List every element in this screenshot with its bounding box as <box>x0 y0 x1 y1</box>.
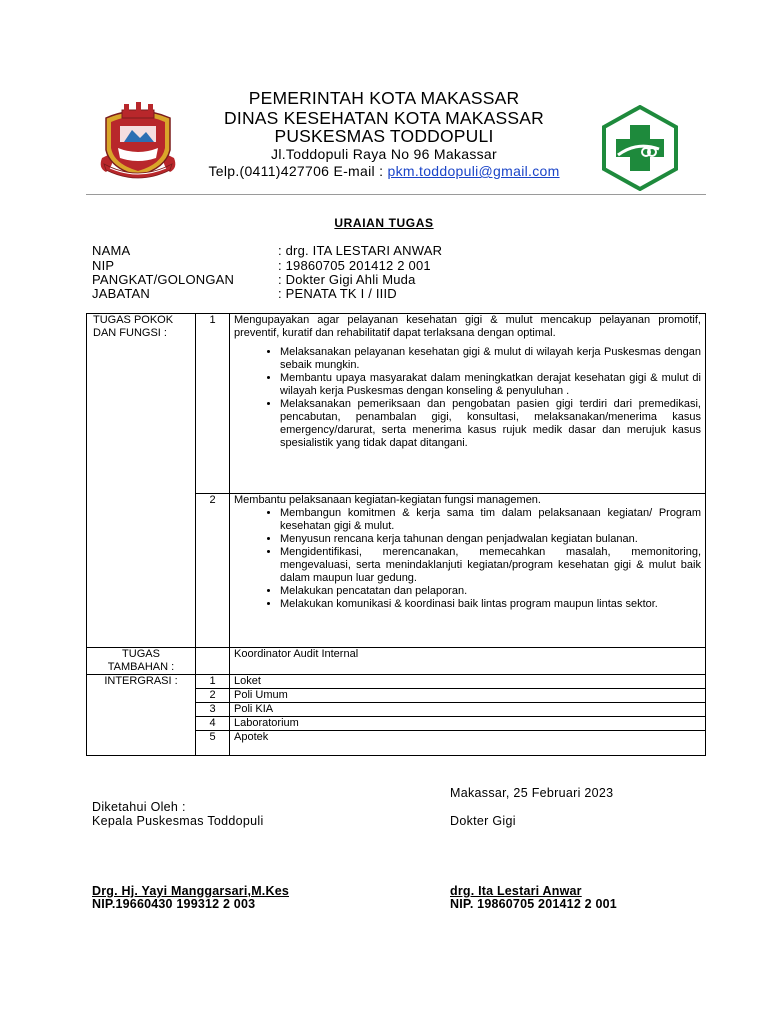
item-number: 5 <box>196 731 230 756</box>
item-number <box>196 648 230 675</box>
item-number: 1 <box>196 675 230 689</box>
duty-bullets <box>234 507 701 611</box>
header-government: PEMERINTAH KOTA MAKASSAR <box>248 88 520 108</box>
identity-label: PANGKAT/GOLONGAN <box>92 272 235 287</box>
table-row <box>87 314 706 494</box>
integrasi-item: Poli KIA <box>230 703 706 717</box>
header-address: Jl.Toddopuli Raya No 96 Makassar <box>271 146 497 162</box>
item-number: 2 <box>196 689 230 703</box>
list-item: • Mengidentifikasi, merencanakan, memecahkan masalah, memonitoring, mengevaluasi, serta menindaklanjuti kegiatan/program kesehatan gigi & mulut baik dalam maupun luar gedung. <box>280 546 701 585</box>
duty-cell <box>230 494 706 648</box>
signer-role: Dokter Gigi <box>450 814 516 828</box>
identity-value: : 19860705 201412 2 001 <box>278 258 431 273</box>
list-item: • Melaksanakan pemeriksaan dan pengobatan pasien gigi terdiri dari premedikasi, pencabutan, penambalan gigi, konsultasi, melaksanakan/menerima kasus emergency/darurat, serta menerima kasus rujuk medik dasar dan merujuk kasus spesialistik yang tidak dapat ditangani. <box>280 398 701 450</box>
head-nip: NIP.19660430 199312 2 003 <box>92 897 256 911</box>
signer-name: drg. Ita Lestari Anwar <box>450 884 582 898</box>
identity-label: NAMA <box>92 243 131 258</box>
table-row <box>87 648 706 675</box>
list-item: • Menyusun rencana kerja tahunan dengan penjadwalan kegiatan bulanan. <box>280 533 701 546</box>
integrasi-item: Laboratorium <box>230 717 706 731</box>
tugas-tambahan-label: TUGAS TAMBAHAN : <box>87 648 196 675</box>
duties-table <box>86 313 706 756</box>
header-divider <box>86 194 706 195</box>
item-number: 3 <box>196 703 230 717</box>
duty-cell <box>230 314 706 494</box>
header-department: DINAS KESEHATAN KOTA MAKASSAR <box>224 108 544 128</box>
identity-value: : drg. ITA LESTARI ANWAR <box>278 243 443 258</box>
tugas-pokok-label: TUGAS POKOK DAN FUNGSI : <box>87 314 196 648</box>
table-row <box>87 675 706 689</box>
signer-nip: NIP. 19860705 201412 2 001 <box>450 897 617 911</box>
identity-label: NIP <box>92 258 115 273</box>
head-name: Drg. Hj. Yayi Manggarsari,M.Kes <box>92 884 290 898</box>
item-number: 4 <box>196 717 230 731</box>
list-item: • Membangun komitmen & kerja sama tim dalam pelaksanaan kegiatan/ Program kesehatan gigi & mulut. <box>280 507 701 533</box>
duty-intro: Membantu pelaksanaan kegiatan-kegiatan fungsi managemen. <box>234 494 541 506</box>
tugas-tambahan-value: Koordinator Audit Internal <box>230 648 706 675</box>
list-item: • Membantu upaya masyarakat dalam meningkatkan derajat kesehatan gigi & mulut di wilayah kerja Puskesmas dengan konseling & penyuluhan . <box>280 372 701 398</box>
header-phone: Telp.(0411)427706 E-mail : <box>208 163 388 179</box>
document-title: URAIAN TUGAS <box>334 216 434 230</box>
identity-value: : PENATA TK I / IIID <box>278 286 397 301</box>
item-number: 1 <box>196 314 230 494</box>
integrasi-item: Poli Umum <box>230 689 706 703</box>
place-date: Makassar, 25 Februari 2023 <box>450 786 614 800</box>
header-puskesmas: PUSKESMAS TODDOPULI <box>274 126 494 146</box>
acknowledged-by: Diketahui Oleh : <box>92 800 186 814</box>
integrasi-item: Loket <box>230 675 706 689</box>
integrasi-label: INTERGRASI : <box>87 675 196 756</box>
identity-label: JABATAN <box>92 286 150 301</box>
list-item: • Melakukan komunikasi & koordinasi baik lintas program maupun lintas sektor. <box>280 598 701 611</box>
email-link[interactable]: pkm.toddopuli@gmail.com <box>387 163 560 179</box>
head-title: Kepala Puskesmas Toddopuli <box>92 814 264 828</box>
list-item: • Melakukan pencatatan dan pelaporan. <box>280 585 701 598</box>
list-item: • Melaksanakan pelayanan kesehatan gigi & mulut di wilayah kerja Puskesmas dengan sebaik mungkin. <box>280 346 701 372</box>
item-number: 2 <box>196 494 230 648</box>
duty-bullets <box>234 346 701 450</box>
identity-value: : Dokter Gigi Ahli Muda <box>278 272 416 287</box>
integrasi-item: Apotek <box>230 731 706 756</box>
header-contact <box>0 163 768 179</box>
duty-intro: Mengupayakan agar pelayanan kesehatan gigi & mulut mencakup pelayanan promotif, preventif, kuratif dan rehabilitatif dapat terlaksana dengan optimal. <box>234 314 701 339</box>
